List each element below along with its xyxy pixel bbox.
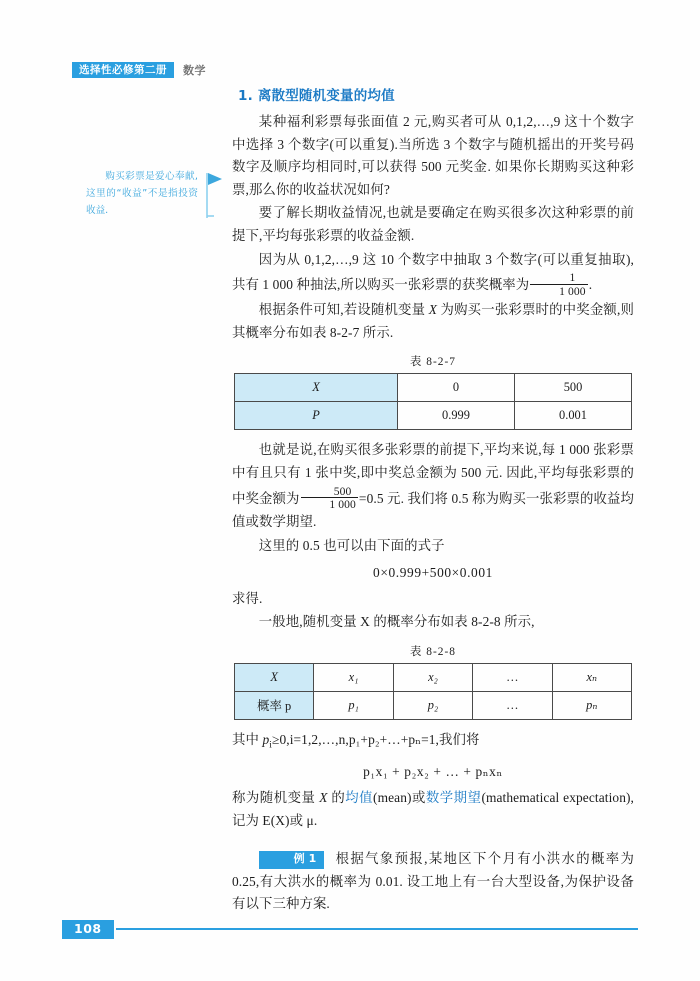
paragraph-definition: [232, 787, 634, 832]
table-2-cell-p-3: pₙ: [552, 691, 631, 719]
page-number: 108: [62, 920, 114, 940]
fraction-one-over-thousand: [530, 271, 587, 298]
table-2-row-label-p: 概率 p: [235, 691, 314, 719]
term-mean-highlight: 均值: [345, 790, 374, 806]
definition-b: 的: [327, 790, 346, 806]
table-2-cell-x-3: xₙ: [552, 663, 631, 691]
paragraph-probability-text: 因为从 0,1,2,…,9 这 10 个数字中抽取 3 个数字(可以重复抽取),共有 1 000 种抽法,所以购买一张彩票的获奖概率为: [232, 251, 634, 293]
definition-d: (mathematical expectation),记为 E(X)或 μ.: [232, 790, 634, 828]
table-2-cell-p-0: p₁: [314, 691, 393, 719]
running-head: [72, 62, 206, 78]
paragraph-long-term-return: 要了解长期收益情况,也就是要确定在购买很多次这种彩票的前提下,平均每张彩票的收益金额.: [232, 205, 634, 243]
table-row: [235, 691, 632, 719]
table-distribution-8-2-8: [234, 663, 632, 720]
example-block: [232, 848, 634, 916]
table-2-row-label-x: X: [235, 663, 314, 691]
table-row: [235, 402, 632, 430]
fraction-500-over-1000: [301, 485, 358, 512]
table-2-cell-x-1: x₂: [393, 663, 472, 691]
paragraph-obtained: 求得.: [232, 590, 263, 606]
table-1-cell-p-1: 0.001: [515, 402, 632, 430]
paragraph-distribution-intro: [232, 299, 634, 344]
table-1-row-label-x: X: [235, 374, 398, 402]
table-2-cell-x-0: x₁: [314, 663, 393, 691]
paragraph-general-case: 一般地,随机变量 X 的概率分布如表 8-2-8 所示,: [258, 614, 535, 630]
table-row: [235, 374, 632, 402]
paragraph-probability-tail: .: [588, 277, 593, 293]
footer-rule: [116, 928, 638, 930]
mean-explanation-a: 也就是说,在购买很多张彩票的前提下,平均来说,每 1 000 张彩票中有且只有 1 张中奖,即中奖总金额为 500 元. 因此,平均每张彩票的中奖金额为: [232, 442, 634, 506]
page-footer: [62, 920, 638, 940]
table-2-cell-p-2: …: [473, 691, 552, 719]
paragraph-probability-derivation: [232, 249, 634, 299]
margin-note: 购买彩票是爱心奉献,这里的“收益”不是指投资收益.: [86, 171, 198, 216]
paragraph-lottery-intro: 某种福利彩票每张面值 2 元,购买者可从 0,1,2,…,9 这十个数字中选择 3 个数字(可以重复).当所选 3 个数字与随机摇出的开奖号码数字及顺序均相同时,可以获得 500 元奖金. 如果你长期购买这种彩票,那么你的收益状况如何?: [232, 114, 634, 197]
conditions-b: ≥0,i=1,2,…,n,p₁+p₂+…+pₙ=1,我们将: [272, 731, 480, 747]
fraction-numerator: 500: [333, 484, 352, 498]
conditions-a: 其中: [232, 731, 263, 747]
equation-expectation-general: p₁x₁ + p₂x₂ + … + pₙxₙ: [363, 764, 503, 780]
fraction-denominator: 1 000: [301, 497, 358, 511]
table-row: [235, 663, 632, 691]
mean-explanation-b: =0.5 元. 我们将 0.5 称为购买一张彩票的收益均值或数学期望.: [232, 490, 634, 530]
distribution-intro-a: 根据条件可知,若设随机变量: [258, 302, 429, 318]
fraction-denominator: 1 000: [530, 284, 587, 298]
running-head-subject: 数学: [183, 64, 206, 77]
fraction-numerator: 1: [569, 271, 576, 285]
table-1-row-label-p: P: [235, 402, 398, 430]
example-paragraph: [232, 848, 634, 916]
table-1-cell-x-1: 500: [515, 374, 632, 402]
table-2-cell-p-1: p₂: [393, 691, 472, 719]
definition-c: (mean)或: [373, 790, 426, 806]
table-1-cell-p-0: 0.999: [398, 402, 515, 430]
definition-a: 称为随机变量: [232, 790, 320, 806]
paragraph-mean-explanation: [232, 439, 634, 534]
variable-x-definition: X: [319, 790, 328, 806]
subscript-i: i: [269, 739, 273, 751]
table-1-cell-x-0: 0: [398, 374, 515, 402]
flag-icon: [203, 170, 225, 220]
running-head-badge: 选择性必修第二册: [72, 62, 174, 78]
table-2-cell-x-2: …: [473, 663, 552, 691]
paragraph-formula-intro: 这里的 0.5 也可以由下面的式子: [258, 538, 445, 554]
section-title: 1. 离散型随机变量的均值: [238, 88, 395, 104]
equation-numeric-expectation: 0×0.999+500×0.001: [373, 564, 493, 580]
variable-p-inline: p: [262, 731, 270, 747]
main-content: [232, 84, 634, 917]
distribution-intro-b: 为购买一张彩票时的中奖金额,则其概率分布如表 8-2-7 所示.: [232, 302, 634, 340]
table-distribution-8-2-7: [234, 373, 632, 430]
paragraph-conditions: [232, 729, 634, 757]
table-2-caption: 表 8-2-8: [410, 645, 456, 658]
term-expectation-highlight: 数学期望: [425, 790, 482, 806]
table-1-caption: 表 8-2-7: [410, 356, 456, 369]
example-badge: 例 1: [259, 851, 325, 869]
example-text: 根据气象预报,某地区下个月有小洪水的概率为 0.25,有大洪水的概率为 0.01. 设工地上有一台大型设备,为保护设备有以下三种方案.: [232, 851, 634, 912]
variable-x-inline: X: [428, 302, 437, 318]
